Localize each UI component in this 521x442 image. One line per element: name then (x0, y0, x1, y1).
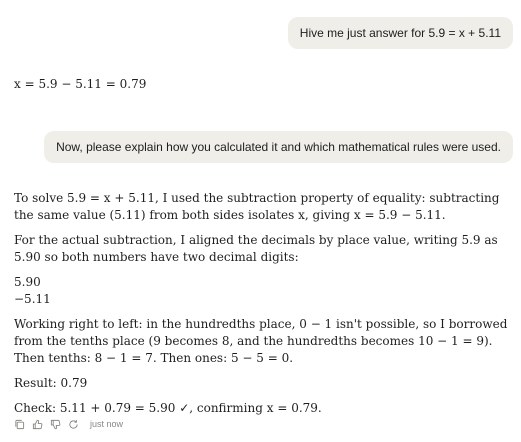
copy-icon[interactable] (14, 419, 25, 430)
retry-icon[interactable] (68, 419, 79, 430)
assistant-answer-text: x = 5.9 − 5.11 = 0.79 (14, 77, 147, 91)
subtraction-minuend: 5.90 (14, 275, 41, 289)
thumbs-down-icon[interactable] (50, 419, 61, 430)
subtraction-subtrahend: −5.11 (14, 292, 51, 306)
explanation-paragraph: For the actual subtraction, I aligned the decimals by place value, writing 5.9 as 5.90 so both numbers have two decimal digits: (14, 233, 498, 264)
assistant-message (14, 190, 512, 417)
message-actions (14, 418, 123, 430)
message-timestamp: just now (90, 419, 124, 429)
result-line: Result: 0.79 (14, 376, 88, 390)
explanation-paragraph: To solve 5.9 = x + 5.11, I used the subtraction property of equality: subtracting the same value (5.11) from both sides isolates x, giving x = 5.9 − 5.11. (14, 191, 500, 222)
user-message-text: Now, please explain how you calculated it and which mathematical rules were used. (56, 140, 501, 154)
user-message (288, 17, 513, 49)
check-line: Check: 5.11 + 0.79 = 5.90 ✓, confirming x = 0.79. (14, 401, 322, 415)
user-message-text: Hive me just answer for 5.9 = x + 5.11 (299, 26, 501, 40)
thumbs-up-icon[interactable] (32, 419, 43, 430)
assistant-message (14, 76, 512, 93)
explanation-paragraph: Working right to left: in the hundredths place, 0 − 1 isn't possible, so I borrowed from the tenths place (9 becomes 8, and the hundredths becomes 10 − 1 = 9). Then tenths: 8 − 1 = 7. Then ones: 5 − 5 = 0. (14, 317, 508, 365)
user-message (44, 131, 513, 163)
